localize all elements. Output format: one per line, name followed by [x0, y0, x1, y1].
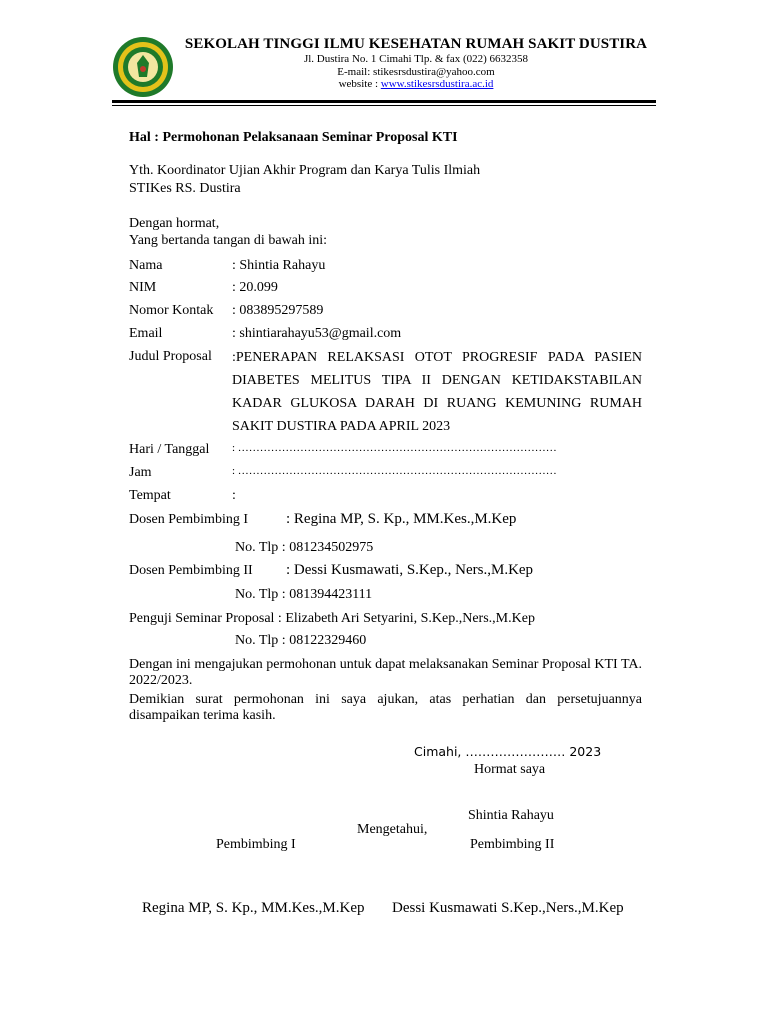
recipient-line-2: STIKes RS. Dustira: [129, 181, 241, 196]
hormat-saya: Hormat saya: [474, 762, 546, 777]
dosen2-label: Dosen Pembimbing II: [129, 563, 253, 578]
dosen2-value: : Dessi Kusmawati, S.Kep., Ners.,M.Kep: [286, 562, 534, 578]
hari-label: Hari / Tanggal: [129, 442, 210, 457]
website-link[interactable]: www.stikesrsdustira.ac.id: [380, 78, 494, 90]
dosen2-phone: No. Tlp : 081394423111: [235, 587, 373, 602]
kontak-label: Nomor Kontak: [129, 303, 214, 318]
jam-label: Jam: [129, 465, 152, 480]
nim-label: NIM: [129, 280, 157, 295]
dosen1-phone: No. Tlp : 081234502975: [235, 540, 374, 555]
institution-address: Jl. Dustira No. 1 Cimahi Tlp. & fax (022) 6632358: [303, 53, 529, 65]
judul-line-2: DIABETES MELITUS TIPA II DENGAN KETIDAKSTABILAN: [232, 373, 642, 388]
pembimbing1-label: Pembimbing I: [216, 837, 296, 852]
hari-value: : ……………………………………………………………………………: [232, 442, 557, 454]
recipient-line-1: Yth. Koordinator Ujian Akhir Program dan Karya Tulis Ilmiah: [129, 163, 481, 178]
dosen1-label: Dosen Pembimbing I: [129, 512, 248, 527]
website-prefix: website :: [338, 78, 381, 90]
penguji-line: Penguji Seminar Proposal : Elizabeth Ari Setyarini, S.Kep.,Ners.,M.Kep: [129, 611, 535, 626]
institution-logo: [112, 36, 174, 98]
intro-line: Yang bertanda tangan di bawah ini:: [129, 233, 328, 248]
tempat-value: :: [232, 488, 236, 503]
judul-value: [232, 346, 642, 438]
pembimbing2-name: Dessi Kusmawati S.Kep.,Ners.,M.Kep: [392, 900, 624, 916]
pembimbing1-name: Regina MP, S. Kp., MM.Kes.,M.Kep: [142, 900, 365, 916]
subject-line: Hal : Permohonan Pelaksanaan Seminar Proposal KTI: [129, 130, 458, 145]
pembimbing2-label: Pembimbing II: [470, 837, 555, 852]
mengetahui: Mengetahui,: [357, 822, 428, 837]
closing-paragraph-1: Dengan ini mengajukan permohonan untuk dapat melaksanakan Seminar Proposal KTI TA. 2022/2023.: [129, 657, 642, 688]
tempat-label: Tempat: [129, 488, 171, 503]
header-rule-thick: [112, 100, 656, 103]
email-value: : shintiarahayu53@gmail.com: [232, 326, 402, 341]
kontak-value: : 083895297589: [232, 303, 324, 318]
judul-line-1: :PENERAPAN RELAKSASI OTOT PROGRESIF PADA PASIEN: [232, 350, 642, 365]
institution-website: [178, 78, 654, 90]
header-rule-thin: [112, 105, 656, 106]
greeting: Dengan hormat,: [129, 216, 220, 231]
place-date: Cimahi, …………………… 2023: [414, 744, 602, 759]
judul-line-4: SAKIT DUSTIRA PADA APRIL 2023: [232, 419, 451, 434]
judul-line-3: KADAR GLUKOSA DARAH DI RUANG KEMUNING RUMAH: [232, 396, 642, 411]
dosen1-value: : Regina MP, S. Kp., MM.Kes.,M.Kep: [286, 511, 517, 527]
nama-value: : Shintia Rahayu: [232, 258, 326, 273]
signer-name: Shintia Rahayu: [468, 808, 554, 823]
email-label: Email: [129, 326, 163, 341]
judul-label: Judul Proposal: [129, 349, 212, 364]
nim-value: : 20.099: [232, 280, 278, 295]
closing-paragraph-2: Demikian surat permohonan ini saya ajukan, atas perhatian dan persetujuannya disampaikan terima kasih.: [129, 692, 642, 723]
nama-label: Nama: [129, 258, 163, 273]
penguji-phone: No. Tlp : 08122329460: [235, 633, 367, 648]
institution-email: E-mail: stikesrsdustira@yahoo.com: [337, 66, 495, 78]
jam-value: : ……………………………………………………………………………: [232, 465, 557, 477]
institution-name: SEKOLAH TINGGI ILMU KESEHATAN RUMAH SAKIT DUSTIRA: [184, 36, 648, 52]
